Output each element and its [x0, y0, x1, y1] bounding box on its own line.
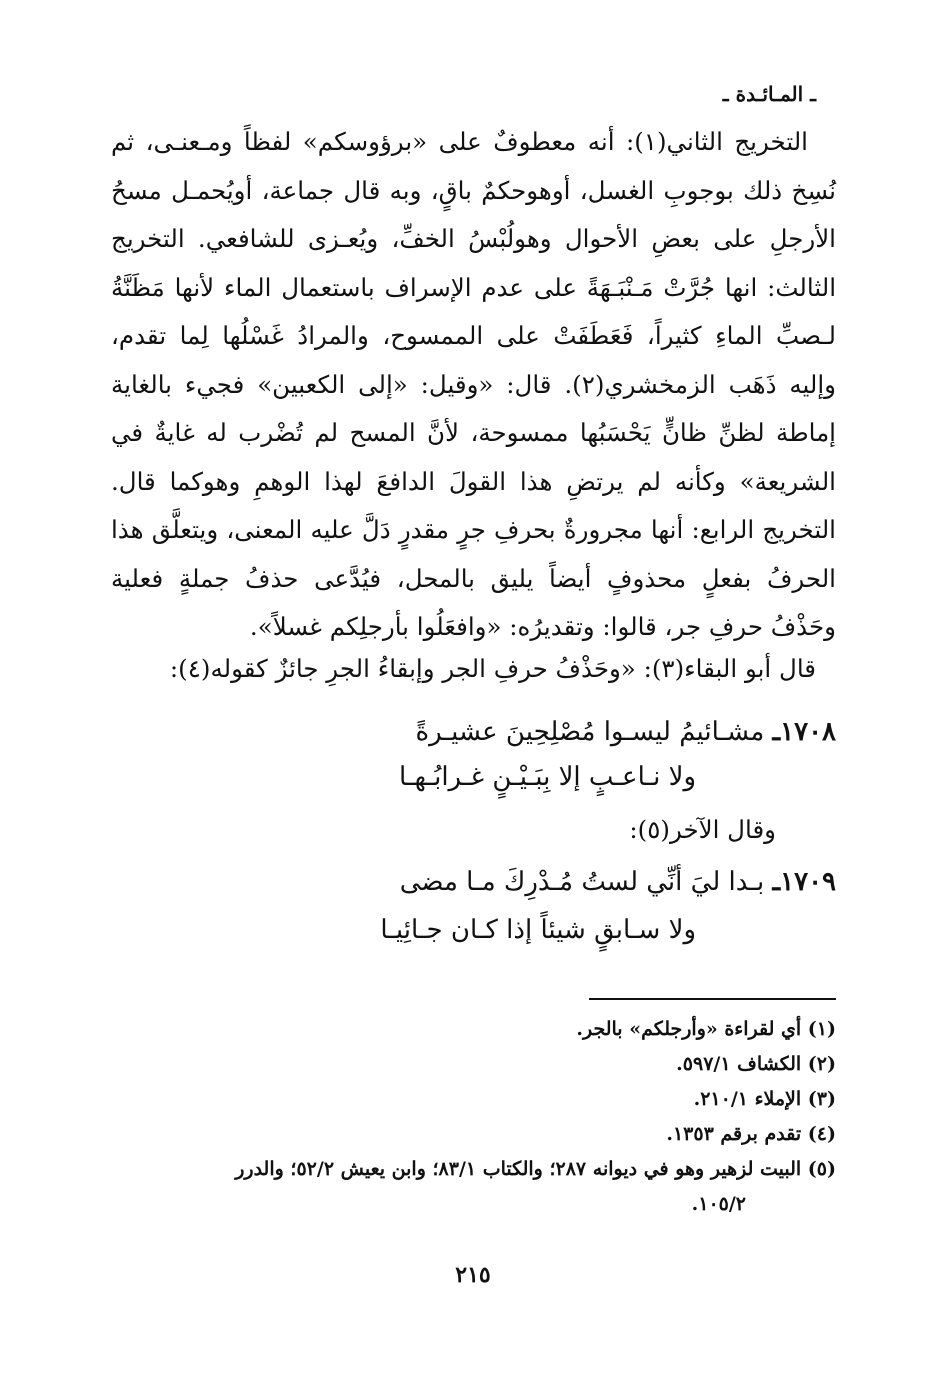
quote-intro-other: وقال الآخر(٥):	[629, 815, 776, 844]
verse-1708-first-hemistich	[416, 712, 836, 752]
footnotes	[111, 1012, 836, 1222]
verse-hemistich: بـدا ليَ أنِّي لستُ مُـدْرِكَ مـا مضى	[399, 867, 765, 897]
footnote-3: (٣) الإملاء ٢١٠/١.	[693, 1088, 836, 1110]
page-number: ٢١٥	[455, 1262, 491, 1288]
footnote-5-continuation: ١٠٥/٢.	[691, 1193, 746, 1215]
footnote-1: (١) أي لقراءة «وأرجلكم» بالجر.	[576, 1018, 836, 1040]
verse-hemistich: مشـائيمُ ليسـوا مُصْلِحِينَ عشيـرةً	[415, 717, 765, 747]
verse-number: ١٧٠٨ـ	[772, 717, 836, 747]
main-text	[111, 118, 836, 652]
quote-intro-abu-al-baqa: قال أبو البقاء(٣): «وحَذْفُ حرفِ الجر وإبقاءُ الجرِ جائزٌ كقوله(٤):	[169, 654, 816, 683]
footnote-5: (٥) البيت لزهير وهو في ديوانه ٢٨٧؛ والكتاب ٨٣/١؛ وابن يعيش ٥٢/٢؛ والدرر	[235, 1158, 836, 1180]
running-head: ـ المـائـدة ـ	[722, 82, 816, 106]
footnote-4: (٤) تقدم برقم ١٣٥٣.	[666, 1123, 836, 1145]
verse-number: ١٧٠٩ـ	[772, 867, 836, 897]
verse-1709-first-hemistich	[400, 862, 836, 902]
body-paragraph: التخريج الثاني(١): أنه معطوفٌ على «برؤوسكم» لفظاً ومـعنـى، ثم نُسِخ ذلك بوجوبِ الغسل، أوهوحكمٌ باقٍ، وبه قال جماعة، أويُحمـل مسحُ الأرجلِ على بعضِ الأحوال وهولُبْسُ الخفِّ، ويُعـزى للشافعي. التخريج الثالث: انها جُرَّتْ مَـنْبَـهَةً على عدم الإسراف باستعمال الماء لأنها مَظَنَّةُ لـصبِّ الماءِ كثيراً، فَعَطَفَتْ على الممسوح، والمرادُ غَسْلُها لِما تقدم، وإليه ذَهَب الزمخشري(٢). قال: «وقيل: «إلى الكعبين» فجيء بالغاية إماطة لظنِّ ظانٍّ يَحْسَبُها ممسوحة، لأنَّ المسح لم تُضْرب له غايةٌ في الشريعة» وكأنه لم يرتضِ هذا القولَ الدافعَ لهذا الوهمِ وهوكما قال. التخريج الرابع: أنها مجرورةٌ بحرفِ جرٍ مقدرٍ دَلَّ عليه المعنى، ويتعلَّق هذا الحرفُ بفعلٍ محذوفٍ أيضاً يليق بالمحل، فيُدَّعى حذفُ جملةٍ فعلية وحَذْفُ حرفِ جر، قالوا: وتقديرُه: «وافعَلُوا بأرجلِكم غسلاً».	[111, 127, 836, 641]
footnote-divider	[589, 998, 836, 1000]
verse-1708-second-hemistich: ولا نـاعـبٍ إلا بِبَـيْـنٍ غـرابُـهـا	[398, 762, 696, 792]
footnote-2: (٢) الكشاف ٥٩٧/١.	[676, 1053, 836, 1075]
verse-1709-second-hemistich: ولا سـابقٍ شيئاً إذا كـان جـائِيـا	[380, 915, 696, 945]
